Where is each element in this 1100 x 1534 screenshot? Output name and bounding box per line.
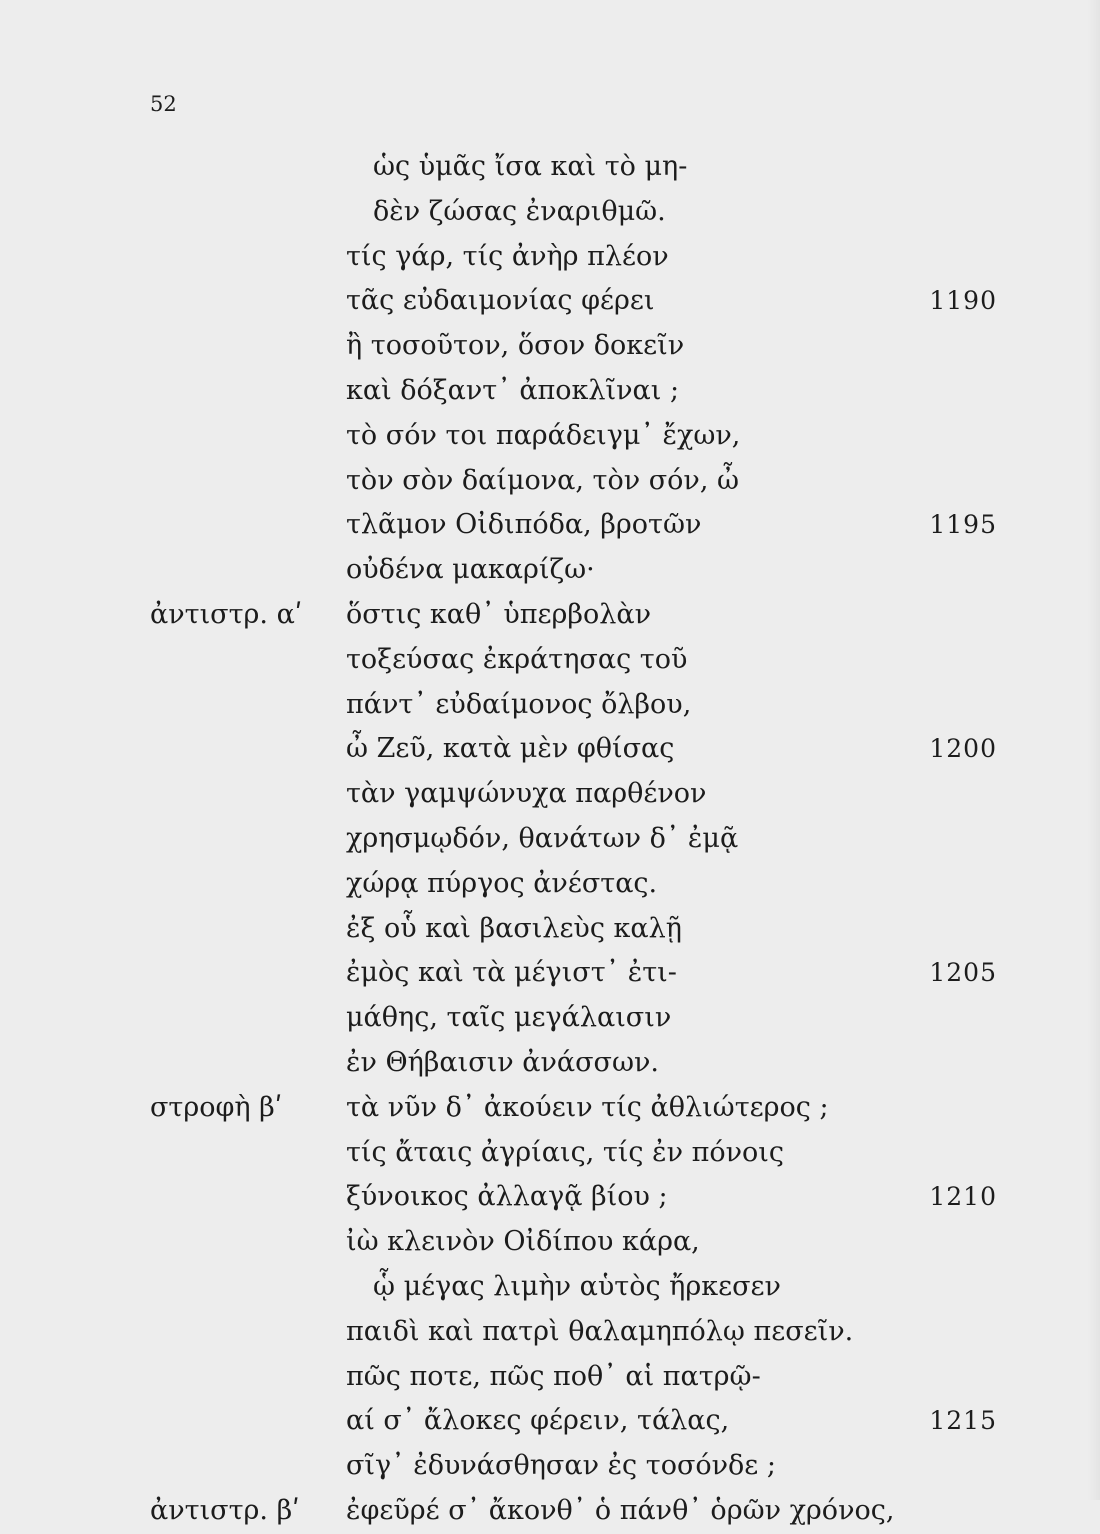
verse-line [0,772,1100,817]
verse-text: μάθης, ταῖς μεγάλαισιν [346,1002,672,1034]
verse-text: ᾧ μέγας λιμὴν αὑτὸς ἤρκεσεν [373,1270,781,1302]
verse-text: τὸ σόν τοι παράδειγμ᾽ ἔχων, [346,419,741,451]
line-number: 1195 [929,510,997,540]
verse-line [0,1265,1100,1310]
verse-line [0,1131,1100,1176]
line-number: 1205 [929,958,997,988]
verse-line [0,727,1100,772]
verse-line [0,1175,1100,1220]
verse-text: πάντ᾽ εὐδαίμονος ὄλβου, [346,688,692,720]
verse-text: ἐφεῦρέ σ᾽ ἄκονθ᾽ ὁ πάνθ᾽ ὁρῶν χρόνος, [346,1494,895,1526]
verse-text: δὲν ζώσας ἐναριθμῶ. [373,195,666,227]
verse-line [0,996,1100,1041]
verse-line [0,593,1100,638]
verse-text: τίς γάρ, τίς ἀνὴρ πλέον [346,240,669,272]
verse-line [0,862,1100,907]
verse-text: τλᾶμον Οἰδιπόδα, βροτῶν [346,509,702,541]
poem-text [0,145,1100,1534]
strophe-label: στροφὴ βʹ [150,1091,283,1123]
line-number: 1200 [929,734,997,764]
verse-line [0,459,1100,504]
strophe-label: ἀντιστρ. βʹ [150,1494,300,1526]
verse-line [0,1355,1100,1400]
verse-line [0,548,1100,593]
verse-line [0,1444,1100,1489]
verse-line [0,235,1100,280]
verse-line [0,1086,1100,1131]
verse-line [0,190,1100,235]
verse-line [0,503,1100,548]
verse-text: ἐμὸς καὶ τὰ μέγιστ᾽ ἐτι- [346,957,677,989]
verse-line [0,1310,1100,1355]
verse-text: καὶ δόξαντ᾽ ἀποκλῖναι ; [346,374,680,406]
page-edge [1088,0,1100,1500]
verse-text: τᾶς εὐδαιμονίας φέρει [346,285,655,317]
verse-text: τίς ἄταις ἀγρίαις, τίς ἐν πόνοις [346,1136,784,1168]
verse-text: τὰν γαμψώνυχα παρθένον [346,778,707,810]
verse-line [0,951,1100,996]
verse-line [0,638,1100,683]
verse-line [0,1399,1100,1444]
verse-text: παιδὶ καὶ πατρὶ θαλαμηπόλῳ πεσεῖν. [346,1315,854,1347]
verse-line [0,1041,1100,1086]
verse-line [0,369,1100,414]
verse-text: ἐν Θήβαισιν ἀνάσσων. [346,1046,659,1078]
verse-text: πῶς ποτε, πῶς ποθ᾽ αἱ πατρῷ- [346,1360,761,1392]
verse-line [0,1220,1100,1265]
verse-line [0,1489,1100,1534]
verse-text: οὐδένα μακαρίζω· [346,554,595,586]
line-number: 1190 [929,286,997,316]
verse-text: σῖγ᾽ ἐδυνάσθησαν ἐς τοσόνδε ; [346,1450,776,1482]
verse-text: ὅστις καθ᾽ ὑπερβολὰν [346,598,652,630]
verse-text: τὸν σὸν δαίμονα, τὸν σόν, ὦ [346,464,740,496]
verse-text: τοξεύσας ἐκράτησας τοῦ [346,643,688,675]
verse-line [0,414,1100,459]
verse-text: τὰ νῦν δ᾽ ἀκούειν τίς ἀθλιώτερος ; [346,1091,829,1123]
page-number: 52 [150,92,177,116]
verse-text: αί σ᾽ ἄλοκες φέρειν, τάλας, [346,1405,730,1437]
verse-line [0,817,1100,862]
verse-text: χρησμῳδόν, θανάτων δ᾽ ἐμᾷ [346,822,739,854]
verse-line [0,324,1100,369]
verse-text: ἰὼ κλεινὸν Οἰδίπου κάρα, [346,1226,700,1258]
verse-line [0,907,1100,952]
verse-text: ὦ Ζεῦ, κατὰ μὲν φθίσας [346,733,675,765]
verse-text: ἐξ οὗ καὶ βασιλεὺς καλῇ [346,912,682,944]
line-number: 1215 [929,1406,997,1436]
verse-text: χώρᾳ πύργος ἀνέστας. [346,867,658,899]
verse-text: ἢ τοσοῦτον, ὅσον δοκεῖν [346,330,685,362]
verse-line [0,683,1100,728]
verse-line [0,279,1100,324]
verse-text: ξύνοικος ἀλλαγᾷ βίου ; [346,1181,668,1213]
verse-text: ὡς ὑμᾶς ἴσα καὶ τὸ μη- [373,151,688,182]
verse-line [0,145,1100,190]
line-number: 1210 [929,1182,997,1212]
strophe-label: ἀντιστρ. αʹ [150,598,303,630]
